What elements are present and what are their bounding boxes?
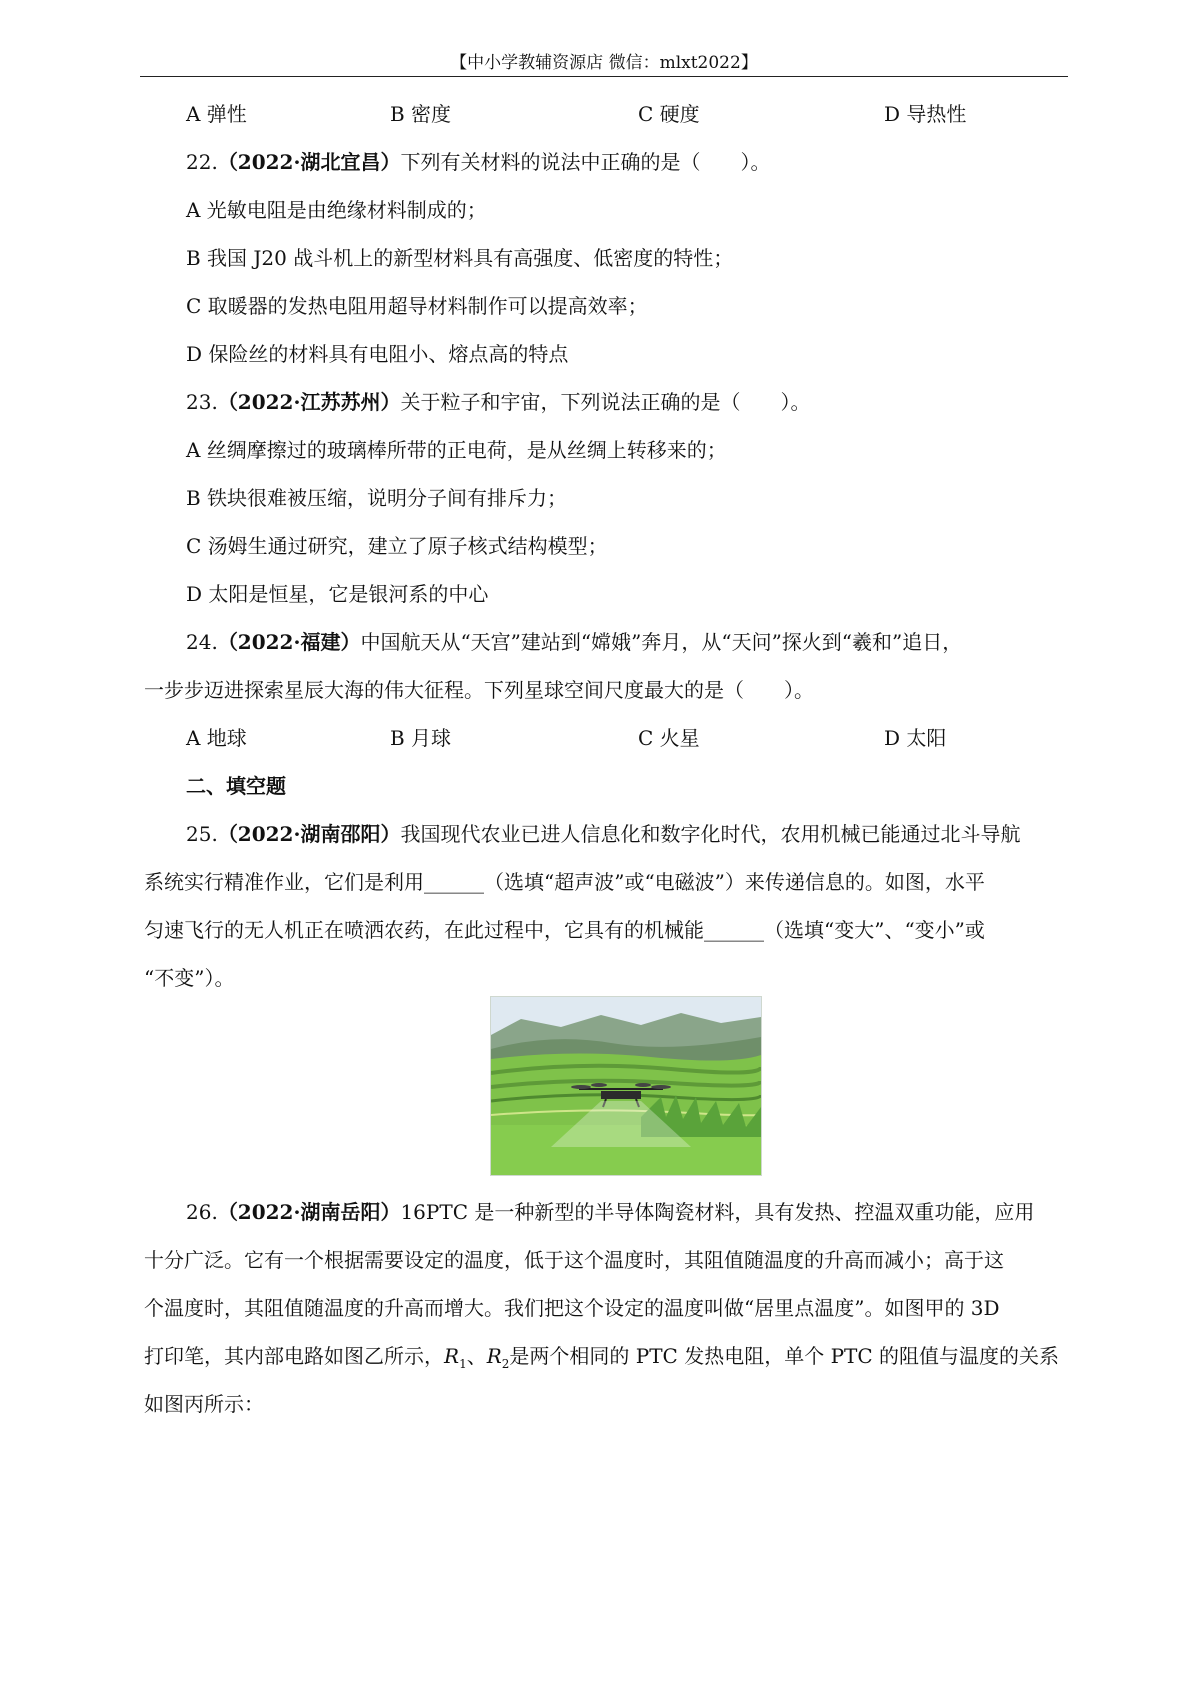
q22-question: 下列有关材料的说法中正确的是（ ）。 xyxy=(400,150,771,174)
q22-option-a: A 光敏电阻是由绝缘材料制成的； xyxy=(186,198,487,222)
q26-stem xyxy=(186,1198,1034,1226)
q24-number: 24. xyxy=(186,630,218,654)
resistor-separator: 、 xyxy=(466,1344,487,1368)
q24-source: （2022·福建） xyxy=(217,630,361,654)
q22-option-c: C 取暖器的发热电阻用超导材料制作可以提高效率； xyxy=(186,294,648,318)
q24-question-line2: 一步步迈进探索星辰大海的伟大征程。下列星球空间尺度最大的是（ ）。 xyxy=(144,678,814,702)
q22-source: （2022·湖北宜昌） xyxy=(217,150,401,174)
q26-line1: 16PTC 是一种新型的半导体陶瓷材料，具有发热、控温双重功能，应用 xyxy=(400,1200,1035,1224)
q24-option-d: D 太阳 xyxy=(884,726,947,750)
r2-symbol: R xyxy=(486,1344,502,1368)
q26-line2: 十分广泛。它有一个根据需要设定的温度，低于这个温度时，其阻值随温度的升高而减小；高于这 xyxy=(144,1248,1004,1272)
q23-source: （2022·江苏苏州） xyxy=(217,390,401,414)
r1-symbol: R xyxy=(444,1344,460,1368)
q26-source: （2022·湖南岳阳） xyxy=(217,1200,401,1224)
q21-option-b: B 密度 xyxy=(390,102,452,126)
q21-option-d: D 导热性 xyxy=(884,102,967,126)
q25-source: （2022·湖南邵阳） xyxy=(217,822,401,846)
section-title-fill-in: 二、填空题 xyxy=(186,774,286,798)
q25-line2: 系统实行精准作业，它们是利用______（选填“超声波”或“电磁波”）来传递信息的。如图，水平 xyxy=(144,870,985,894)
q25-stem xyxy=(186,820,1020,848)
q23-option-d: D 太阳是恒星，它是银河系的中心 xyxy=(186,582,489,606)
q25-line4: “不变”）。 xyxy=(144,966,235,990)
q24-option-a: A 地球 xyxy=(186,726,247,750)
drone-field-figure xyxy=(490,996,762,1176)
q26-line4-start: 打印笔，其内部电路如图乙所示， xyxy=(144,1344,444,1368)
q24-question-line1: 中国航天从“天宫”建站到“嫦娥”奔月，从“天问”探火到“羲和”追日， xyxy=(360,630,963,654)
q22-option-b: B 我国 J20 战斗机上的新型材料具有高强度、低密度的特性； xyxy=(186,246,734,270)
q24-option-c: C 火星 xyxy=(638,726,700,750)
q26-line5: 如图丙所示： xyxy=(144,1392,264,1416)
q23-stem xyxy=(186,388,810,416)
q26-number: 26. xyxy=(186,1200,218,1224)
q22-option-d: D 保险丝的材料具有电阻小、熔点高的特点 xyxy=(186,342,569,366)
q24-option-b: B 月球 xyxy=(390,726,452,750)
q23-option-b: B 铁块很难被压缩，说明分子间有排斥力； xyxy=(186,486,568,510)
q25-line1: 我国现代农业已进人信息化和数字化时代，农用机械已能通过北斗导航 xyxy=(400,822,1021,846)
r2-subscript: 2 xyxy=(501,1357,510,1371)
q26-line3: 个温度时，其阻值随温度的升高而增大。我们把这个设定的温度叫做“居里点温度”。如图甲的 3D xyxy=(144,1296,1000,1320)
drone-over-field-photo-icon xyxy=(491,997,761,1175)
q23-option-a: A 丝绸摩擦过的玻璃棒所带的正电荷，是从丝绸上转移来的； xyxy=(186,438,727,462)
q23-number: 23. xyxy=(186,390,218,414)
q23-option-c: C 汤姆生通过研究，建立了原子核式结构模型； xyxy=(186,534,608,558)
header-divider xyxy=(140,76,1068,77)
q22-number: 22. xyxy=(186,150,218,174)
q26-line4-end: 是两个相同的 PTC 发热电阻，单个 PTC 的阻值与温度的关系 xyxy=(509,1344,1060,1368)
page-header: 【中小学教辅资源店 微信：mlxt2022】 xyxy=(450,53,758,73)
q25-number: 25. xyxy=(186,822,218,846)
q23-question: 关于粒子和宇宙，下列说法正确的是（ ）。 xyxy=(400,390,811,414)
r1-subscript: 1 xyxy=(459,1357,467,1371)
q24-stem xyxy=(186,628,962,656)
q25-line3: 匀速飞行的无人机正在喷洒农药，在此过程中，它具有的机械能______（选填“变大”、“变小”或 xyxy=(144,918,985,942)
q26-line4 xyxy=(144,1342,1059,1378)
q22-stem xyxy=(186,148,770,176)
q21-option-a: A 弹性 xyxy=(186,102,247,126)
q21-option-c: C 硬度 xyxy=(638,102,700,126)
